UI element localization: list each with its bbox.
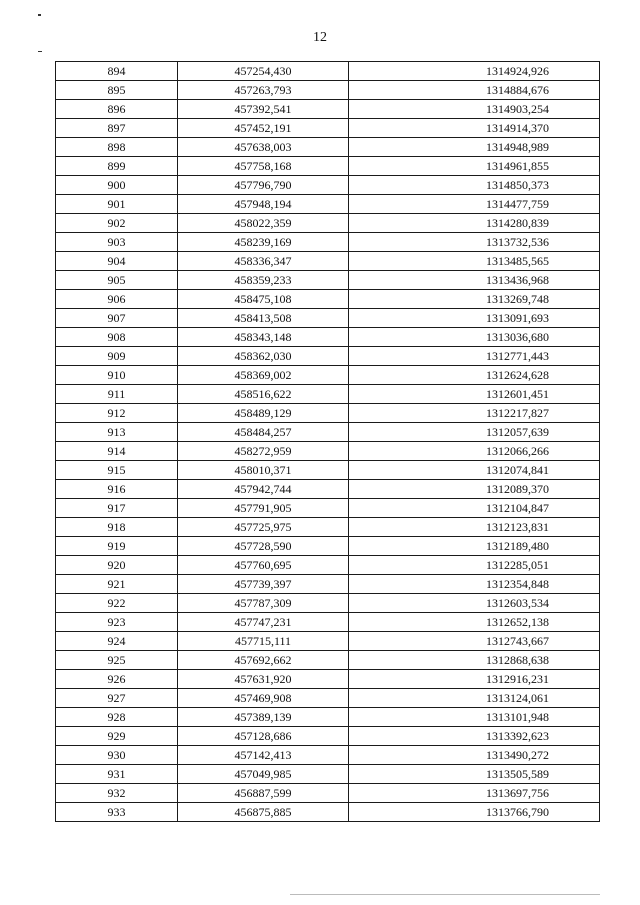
point-number-cell: 900 bbox=[56, 176, 178, 195]
point-number-cell: 895 bbox=[56, 81, 178, 100]
table-row bbox=[56, 157, 600, 176]
point-number-cell: 928 bbox=[56, 708, 178, 727]
x-coordinate-cell: 456875,885 bbox=[178, 803, 349, 822]
table-row bbox=[56, 423, 600, 442]
y-coordinate-cell: 1312189,480 bbox=[349, 537, 600, 556]
point-number-cell: 929 bbox=[56, 727, 178, 746]
point-number-cell: 905 bbox=[56, 271, 178, 290]
x-coordinate-cell: 457739,397 bbox=[178, 575, 349, 594]
x-coordinate-cell: 457254,430 bbox=[178, 62, 349, 81]
table-row bbox=[56, 404, 600, 423]
y-coordinate-cell: 1312354,848 bbox=[349, 575, 600, 594]
point-number-cell: 901 bbox=[56, 195, 178, 214]
x-coordinate-cell: 457948,194 bbox=[178, 195, 349, 214]
x-coordinate-cell: 457942,744 bbox=[178, 480, 349, 499]
table-row bbox=[56, 290, 600, 309]
point-number-cell: 919 bbox=[56, 537, 178, 556]
point-number-cell: 930 bbox=[56, 746, 178, 765]
point-number-cell: 933 bbox=[56, 803, 178, 822]
y-coordinate-cell: 1313766,790 bbox=[349, 803, 600, 822]
y-coordinate-cell: 1312603,534 bbox=[349, 594, 600, 613]
y-coordinate-cell: 1313697,756 bbox=[349, 784, 600, 803]
point-number-cell: 924 bbox=[56, 632, 178, 651]
point-number-cell: 914 bbox=[56, 442, 178, 461]
point-number-cell: 920 bbox=[56, 556, 178, 575]
point-number-cell: 916 bbox=[56, 480, 178, 499]
x-coordinate-cell: 458022,359 bbox=[178, 214, 349, 233]
table-row bbox=[56, 537, 600, 556]
point-number-cell: 894 bbox=[56, 62, 178, 81]
y-coordinate-cell: 1312771,443 bbox=[349, 347, 600, 366]
x-coordinate-cell: 457715,111 bbox=[178, 632, 349, 651]
y-coordinate-cell: 1312217,827 bbox=[349, 404, 600, 423]
x-coordinate-cell: 456887,599 bbox=[178, 784, 349, 803]
x-coordinate-cell: 458010,371 bbox=[178, 461, 349, 480]
x-coordinate-cell: 457758,168 bbox=[178, 157, 349, 176]
x-coordinate-cell: 457725,975 bbox=[178, 518, 349, 537]
point-number-cell: 911 bbox=[56, 385, 178, 404]
y-coordinate-cell: 1313269,748 bbox=[349, 290, 600, 309]
x-coordinate-cell: 457728,590 bbox=[178, 537, 349, 556]
table-row bbox=[56, 670, 600, 689]
x-coordinate-cell: 457263,793 bbox=[178, 81, 349, 100]
table-row bbox=[56, 442, 600, 461]
y-coordinate-cell: 1313101,948 bbox=[349, 708, 600, 727]
y-coordinate-cell: 1314903,254 bbox=[349, 100, 600, 119]
y-coordinate-cell: 1314280,839 bbox=[349, 214, 600, 233]
table-row bbox=[56, 366, 600, 385]
point-number-cell: 927 bbox=[56, 689, 178, 708]
table-row bbox=[56, 81, 600, 100]
y-coordinate-cell: 1312104,847 bbox=[349, 499, 600, 518]
y-coordinate-cell: 1314924,926 bbox=[349, 62, 600, 81]
x-coordinate-cell: 457452,191 bbox=[178, 119, 349, 138]
coordinates-table bbox=[55, 61, 600, 822]
x-coordinate-cell: 457128,686 bbox=[178, 727, 349, 746]
x-coordinate-cell: 457392,541 bbox=[178, 100, 349, 119]
point-number-cell: 922 bbox=[56, 594, 178, 613]
y-coordinate-cell: 1312057,639 bbox=[349, 423, 600, 442]
y-coordinate-cell: 1314961,855 bbox=[349, 157, 600, 176]
table-row bbox=[56, 613, 600, 632]
y-coordinate-cell: 1312601,451 bbox=[349, 385, 600, 404]
table-row bbox=[56, 309, 600, 328]
y-coordinate-cell: 1312652,138 bbox=[349, 613, 600, 632]
point-number-cell: 906 bbox=[56, 290, 178, 309]
x-coordinate-cell: 458239,169 bbox=[178, 233, 349, 252]
y-coordinate-cell: 1314884,676 bbox=[349, 81, 600, 100]
table-row bbox=[56, 784, 600, 803]
point-number-cell: 918 bbox=[56, 518, 178, 537]
point-number-cell: 910 bbox=[56, 366, 178, 385]
x-coordinate-cell: 457747,231 bbox=[178, 613, 349, 632]
y-coordinate-cell: 1313732,536 bbox=[349, 233, 600, 252]
x-coordinate-cell: 457469,908 bbox=[178, 689, 349, 708]
table-row bbox=[56, 689, 600, 708]
table-row bbox=[56, 632, 600, 651]
table-row bbox=[56, 461, 600, 480]
x-coordinate-cell: 458413,508 bbox=[178, 309, 349, 328]
y-coordinate-cell: 1313490,272 bbox=[349, 746, 600, 765]
y-coordinate-cell: 1313124,061 bbox=[349, 689, 600, 708]
table-row bbox=[56, 195, 600, 214]
table-row bbox=[56, 176, 600, 195]
point-number-cell: 897 bbox=[56, 119, 178, 138]
point-number-cell: 926 bbox=[56, 670, 178, 689]
point-number-cell: 899 bbox=[56, 157, 178, 176]
table-row bbox=[56, 727, 600, 746]
x-coordinate-cell: 457760,695 bbox=[178, 556, 349, 575]
point-number-cell: 913 bbox=[56, 423, 178, 442]
y-coordinate-cell: 1314948,989 bbox=[349, 138, 600, 157]
table-row bbox=[56, 347, 600, 366]
y-coordinate-cell: 1312743,667 bbox=[349, 632, 600, 651]
table-row bbox=[56, 100, 600, 119]
point-number-cell: 896 bbox=[56, 100, 178, 119]
point-number-cell: 915 bbox=[56, 461, 178, 480]
x-coordinate-cell: 458516,622 bbox=[178, 385, 349, 404]
table-row bbox=[56, 271, 600, 290]
point-number-cell: 908 bbox=[56, 328, 178, 347]
table-row bbox=[56, 328, 600, 347]
point-number-cell: 932 bbox=[56, 784, 178, 803]
page-number: 12 bbox=[313, 30, 327, 45]
point-number-cell: 909 bbox=[56, 347, 178, 366]
table-row bbox=[56, 138, 600, 157]
y-coordinate-cell: 1314477,759 bbox=[349, 195, 600, 214]
x-coordinate-cell: 458343,148 bbox=[178, 328, 349, 347]
table-row bbox=[56, 62, 600, 81]
y-coordinate-cell: 1313091,693 bbox=[349, 309, 600, 328]
point-number-cell: 898 bbox=[56, 138, 178, 157]
y-coordinate-cell: 1312285,051 bbox=[349, 556, 600, 575]
point-number-cell: 902 bbox=[56, 214, 178, 233]
table-row bbox=[56, 233, 600, 252]
point-number-cell: 931 bbox=[56, 765, 178, 784]
table-row bbox=[56, 480, 600, 499]
x-coordinate-cell: 458369,002 bbox=[178, 366, 349, 385]
scan-mark bbox=[38, 51, 42, 52]
x-coordinate-cell: 457796,790 bbox=[178, 176, 349, 195]
x-coordinate-cell: 457791,905 bbox=[178, 499, 349, 518]
x-coordinate-cell: 458362,030 bbox=[178, 347, 349, 366]
y-coordinate-cell: 1313485,565 bbox=[349, 252, 600, 271]
x-coordinate-cell: 458272,959 bbox=[178, 442, 349, 461]
table-row bbox=[56, 385, 600, 404]
table-row bbox=[56, 518, 600, 537]
x-coordinate-cell: 458489,129 bbox=[178, 404, 349, 423]
table-body bbox=[56, 62, 600, 822]
y-coordinate-cell: 1312624,628 bbox=[349, 366, 600, 385]
x-coordinate-cell: 457638,003 bbox=[178, 138, 349, 157]
table-row bbox=[56, 651, 600, 670]
x-coordinate-cell: 457631,920 bbox=[178, 670, 349, 689]
x-coordinate-cell: 457142,413 bbox=[178, 746, 349, 765]
table-row bbox=[56, 594, 600, 613]
y-coordinate-cell: 1313036,680 bbox=[349, 328, 600, 347]
table-row bbox=[56, 119, 600, 138]
y-coordinate-cell: 1313505,589 bbox=[349, 765, 600, 784]
table-row bbox=[56, 708, 600, 727]
table-row bbox=[56, 556, 600, 575]
x-coordinate-cell: 457389,139 bbox=[178, 708, 349, 727]
table-row bbox=[56, 214, 600, 233]
point-number-cell: 907 bbox=[56, 309, 178, 328]
table-row bbox=[56, 499, 600, 518]
y-coordinate-cell: 1314850,373 bbox=[349, 176, 600, 195]
y-coordinate-cell: 1312089,370 bbox=[349, 480, 600, 499]
table-row bbox=[56, 765, 600, 784]
y-coordinate-cell: 1314914,370 bbox=[349, 119, 600, 138]
x-coordinate-cell: 457692,662 bbox=[178, 651, 349, 670]
y-coordinate-cell: 1312868,638 bbox=[349, 651, 600, 670]
y-coordinate-cell: 1313392,623 bbox=[349, 727, 600, 746]
x-coordinate-cell: 458484,257 bbox=[178, 423, 349, 442]
x-coordinate-cell: 457787,309 bbox=[178, 594, 349, 613]
point-number-cell: 925 bbox=[56, 651, 178, 670]
table-row bbox=[56, 575, 600, 594]
point-number-cell: 917 bbox=[56, 499, 178, 518]
x-coordinate-cell: 457049,985 bbox=[178, 765, 349, 784]
x-coordinate-cell: 458359,233 bbox=[178, 271, 349, 290]
y-coordinate-cell: 1312074,841 bbox=[349, 461, 600, 480]
y-coordinate-cell: 1312916,231 bbox=[349, 670, 600, 689]
table-row bbox=[56, 803, 600, 822]
point-number-cell: 921 bbox=[56, 575, 178, 594]
x-coordinate-cell: 458336,347 bbox=[178, 252, 349, 271]
y-coordinate-cell: 1312066,266 bbox=[349, 442, 600, 461]
point-number-cell: 912 bbox=[56, 404, 178, 423]
y-coordinate-cell: 1312123,831 bbox=[349, 518, 600, 537]
scan-mark bbox=[38, 14, 41, 16]
y-coordinate-cell: 1313436,968 bbox=[349, 271, 600, 290]
scan-line bbox=[290, 894, 600, 895]
table-row bbox=[56, 746, 600, 765]
table-row bbox=[56, 252, 600, 271]
point-number-cell: 904 bbox=[56, 252, 178, 271]
point-number-cell: 903 bbox=[56, 233, 178, 252]
x-coordinate-cell: 458475,108 bbox=[178, 290, 349, 309]
point-number-cell: 923 bbox=[56, 613, 178, 632]
